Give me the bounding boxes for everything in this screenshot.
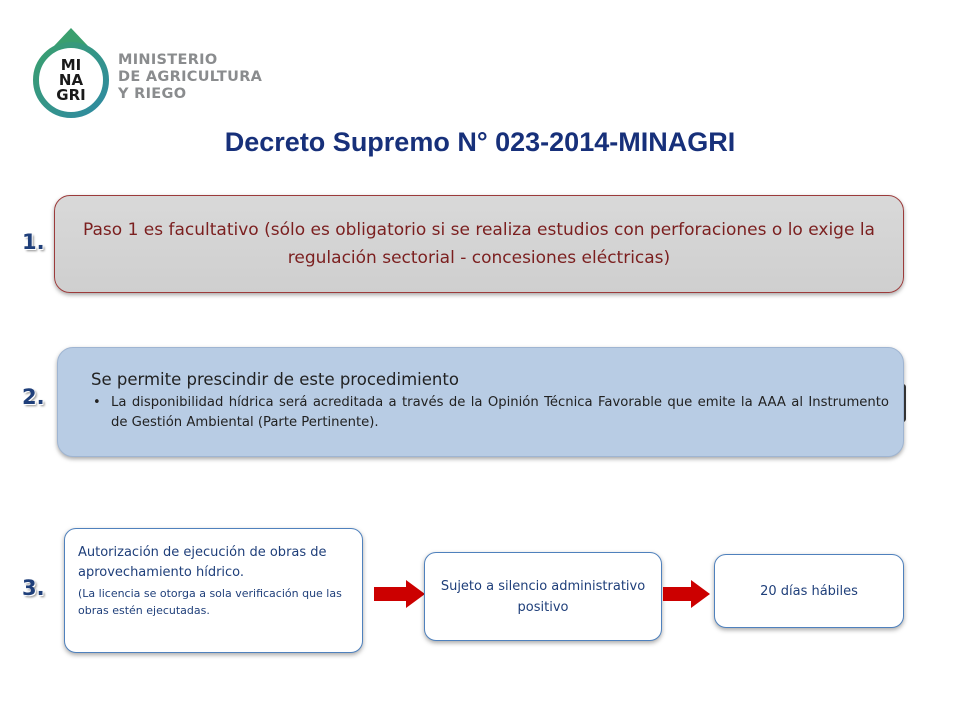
logo-wordmark [118,52,262,103]
step-3-authorization-note: (La licencia se otorga a sola verificación que las obras estén ejecutadas. [78,587,342,617]
step-3-number: 3. [22,576,45,600]
step-2-bullet-list [91,393,889,433]
minagri-logo [30,26,112,118]
logo-text-line-3: Y RIEGO [118,86,187,102]
step-3-authorization-box [64,528,363,653]
step-2-box [57,347,904,457]
step-3-days-box [714,554,904,628]
step-1-number: 1. [22,230,45,254]
logo-text-line-2: DE AGRICULTURA [118,69,263,85]
step-2-heading: Se permite prescindir de este procedimiento [91,370,459,389]
step-3-days-text: 20 días hábiles [760,583,858,599]
logo-mark-line-3: GRI [56,86,86,104]
step-2-bullet: • La disponibilidad hídrica será acreditada a través de la Opinión Técnica Favorable que emite la AAA al Instrumento de Gestión Ambiental (Parte Pertinente). [111,393,889,433]
logo-mark-line-1: MI [60,56,82,74]
step-2-number: 2. [22,385,45,409]
step-1-text: Paso 1 es facultativo (sólo es obligatorio si se realiza estudios con perforaciones o lo exige la regulación sectorial - concesiones eléctricas) [83,220,875,268]
right-arrow-icon [374,578,426,610]
step-3-silence-text: Sujeto a silencio administrativo positivo [440,578,646,615]
step-3-silence-box [424,552,662,641]
logo-mark-line-2: NA [58,71,84,89]
logo-text-line-1: MINISTERIO [118,52,218,68]
right-arrow-icon [663,578,711,610]
step-3-authorization-text: Autorización de ejecución de obras de aprovechamiento hídrico. [78,545,327,580]
step-1-box [54,195,904,293]
slide-title: Decreto Supremo N° 023-2014-MINAGRI [224,127,736,157]
